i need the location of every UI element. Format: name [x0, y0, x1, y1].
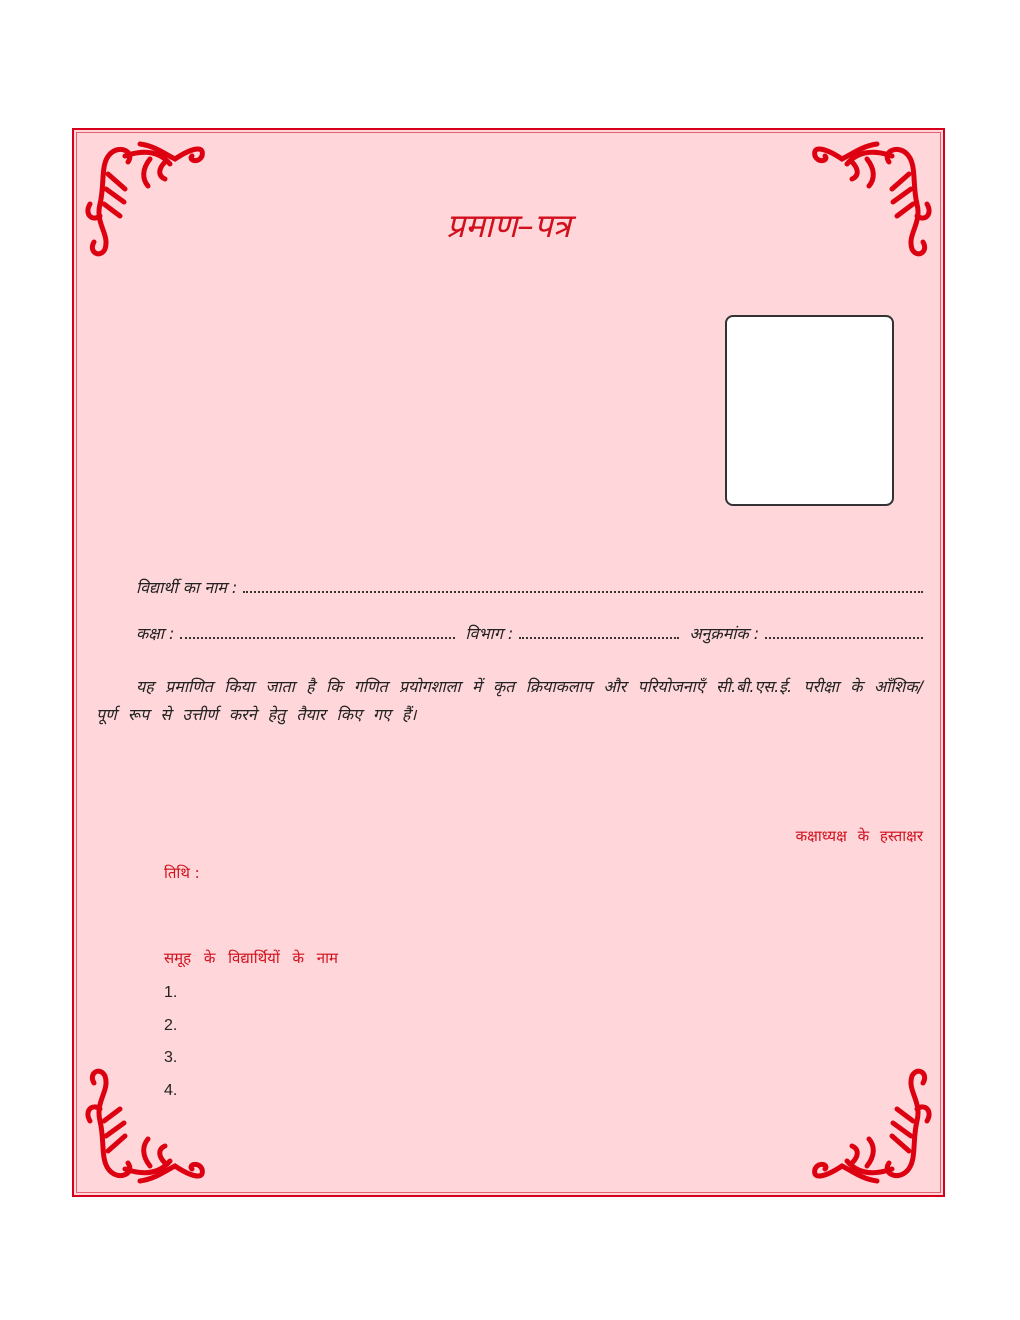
- group-members-list: [164, 984, 177, 1114]
- inner-border: [76, 132, 941, 1193]
- class-label: कक्षा :: [136, 624, 175, 643]
- student-name-label: विद्यार्थी का नाम :: [136, 578, 238, 597]
- list-item: 3.: [164, 1049, 178, 1066]
- certificate-frame: [72, 128, 945, 1197]
- corner-ornament-bottom-left-icon: [80, 1061, 210, 1191]
- signature-label: कक्षाध्यक्ष के हस्ताक्षर: [795, 827, 923, 845]
- class-blank[interactable]: [180, 636, 455, 639]
- student-name-field[interactable]: [136, 576, 923, 598]
- photo-placeholder: [725, 315, 894, 506]
- roll-number-blank[interactable]: [765, 636, 923, 639]
- section-blank[interactable]: [519, 636, 679, 639]
- corner-ornament-bottom-right-icon: [807, 1061, 937, 1191]
- date-label: तिथि :: [164, 864, 200, 882]
- list-item: 1.: [164, 984, 178, 1001]
- student-name-blank[interactable]: [243, 590, 923, 593]
- roll-number-label: अनुक्रमांक :: [689, 624, 760, 643]
- class-section-roll-row: [136, 622, 923, 644]
- list-item: 4.: [164, 1081, 178, 1099]
- group-heading: समूह के विद्यार्थियों के नाम: [164, 949, 338, 967]
- certification-text: यह प्रमाणित किया जाता है कि गणित प्रयोगशाला में कृत क्रियाकलाप और परियोजनाएँ सी.बी.एस.ई. परीक्षा के आँशिक/पूर्ण रूप से उत्तीर्ण करने हेतु तैयार किए गए हैं।: [96, 677, 923, 724]
- list-item: 2.: [164, 1016, 178, 1034]
- section-label: विभाग :: [465, 624, 514, 643]
- certificate-title: प्रमाण–पत्र: [446, 206, 571, 245]
